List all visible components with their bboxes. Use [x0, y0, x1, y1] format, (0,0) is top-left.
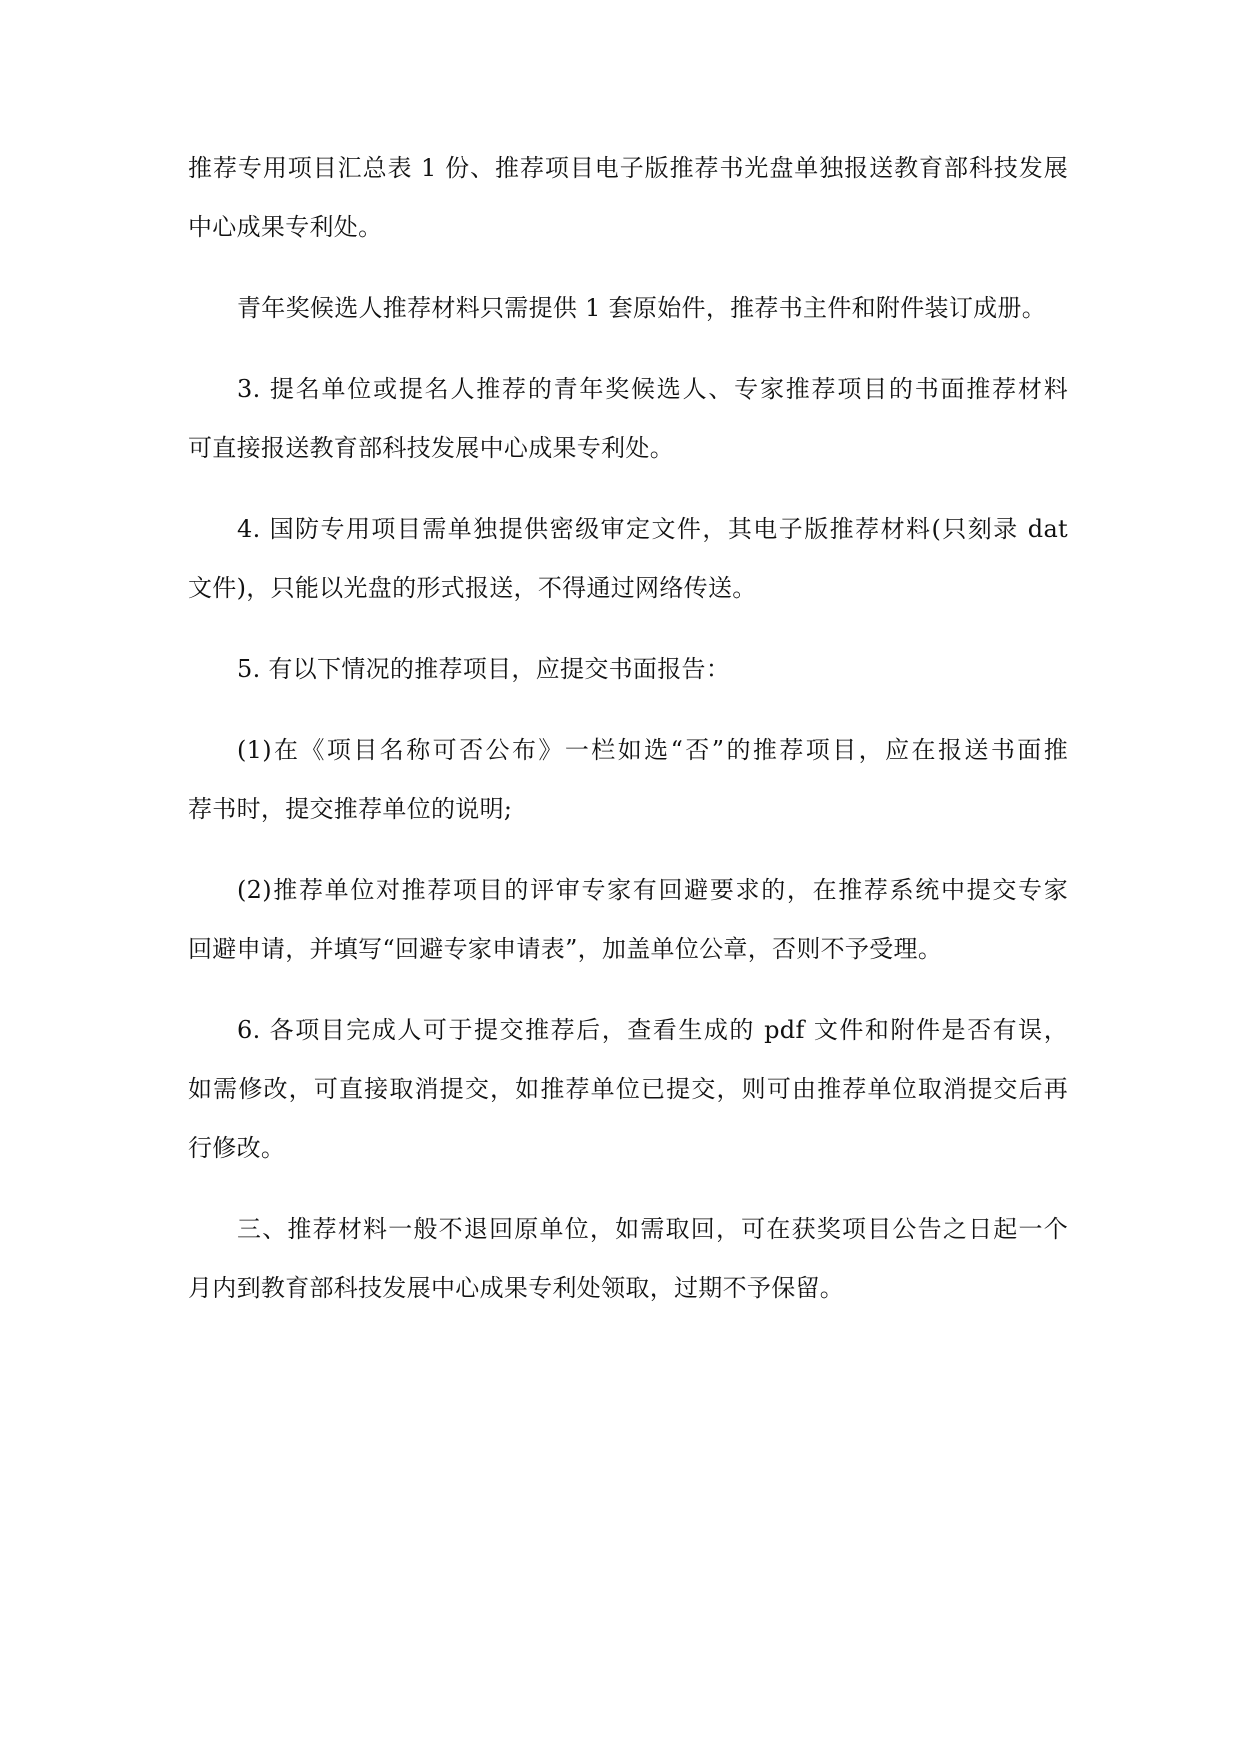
- paragraph-9-line-1: 三、推荐材料一般不退回原单位，如需取回，可在获奖项目公告之日起一个: [237, 1215, 1068, 1243]
- paragraph-4-line-2: 文件)，只能以光盘的形式报送，不得通过网络传送。: [188, 574, 757, 602]
- paragraph-6-line-1: (1)在《项目名称可否公布》一栏如选“否”的推荐项目，应在报送书面推: [237, 736, 1068, 764]
- paragraph-8-line-2: 如需修改，可直接取消提交，如推荐单位已提交，则可由推荐单位取消提交后再: [188, 1075, 1068, 1103]
- paragraph-7-line-2: 回避申请，并填写“回避专家申请表”，加盖单位公章，否则不予受理。: [188, 935, 943, 963]
- paragraph-4-line-1: 4. 国防专用项目需单独提供密级审定文件，其电子版推荐材料(只刻录 dat: [237, 515, 1068, 543]
- paragraph-3-line-1: 3. 提名单位或提名人推荐的青年奖候选人、专家推荐项目的书面推荐材料: [237, 375, 1068, 403]
- paragraph-8-line-1: 6. 各项目完成人可于提交推荐后，查看生成的 pdf 文件和附件是否有误，: [237, 1016, 1068, 1044]
- paragraph-1-line-2: 中心成果专利处。: [188, 213, 383, 241]
- paragraph-5-line-1: 5. 有以下情况的推荐项目，应提交书面报告：: [237, 655, 731, 683]
- paragraph-7-line-1: (2)推荐单位对推荐项目的评审专家有回避要求的，在推荐系统中提交专家: [237, 876, 1068, 904]
- paragraph-2-line-1: 青年奖候选人推荐材料只需提供 1 套原始件，推荐书主件和附件装订成册。: [237, 294, 1047, 322]
- paragraph-9-line-2: 月内到教育部科技发展中心成果专利处领取，过期不予保留。: [188, 1274, 845, 1302]
- paragraph-3-line-2: 可直接报送教育部科技发展中心成果专利处。: [188, 434, 674, 462]
- paragraph-8-line-3: 行修改。: [188, 1134, 286, 1162]
- paragraph-1-line-1: 推荐专用项目汇总表 1 份、推荐项目电子版推荐书光盘单独报送教育部科技发展: [188, 154, 1068, 182]
- paragraph-6-line-2: 荐书时，提交推荐单位的说明;: [188, 795, 513, 823]
